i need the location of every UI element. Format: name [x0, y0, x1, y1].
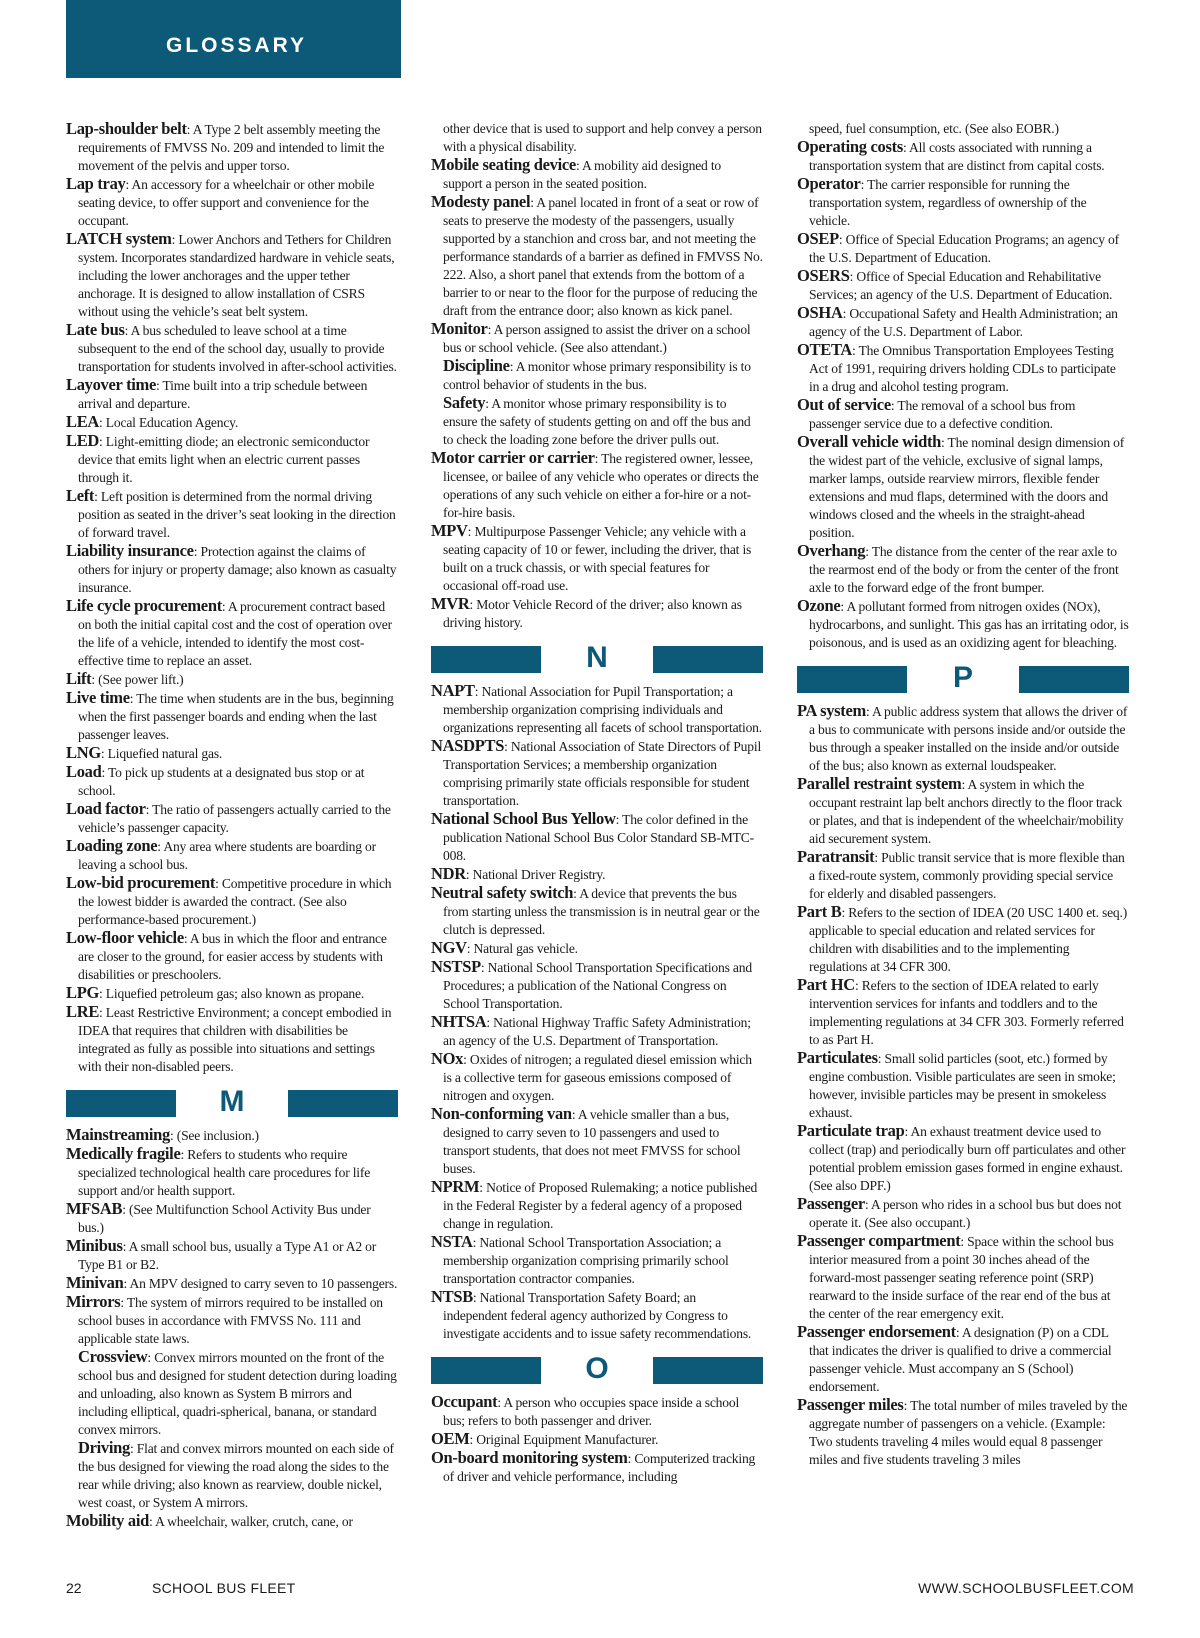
glossary-entry	[431, 595, 763, 632]
entry-term: Non-conforming van	[431, 1104, 572, 1123]
section-letter: P	[952, 661, 973, 694]
entry-definition: : A system in which the occupant restraint lap belt anchors directly to the floor track or plates, and that is independent of the wheelchair/mobility aid securement system.	[809, 777, 1124, 846]
entry-term: Parallel restraint system	[797, 774, 962, 793]
entry-term: Safety	[443, 393, 486, 412]
entry-term: OSERS	[797, 266, 850, 285]
glossary-entry	[797, 396, 1129, 433]
entry-definition: : Light-emitting diode; an electronic semiconductor device that emits light when an electric current passes through it.	[78, 434, 370, 485]
glossary-entry	[797, 138, 1129, 175]
entry-definition: : Convex mirrors mounted on the front of the school bus and designed for student detection during loading and unloading, also known as System B mirrors and including elliptical, quadri-spherical, banana, or standard convex mirrors.	[78, 1350, 397, 1437]
entry-term: Minibus	[66, 1236, 123, 1255]
entry-term: OSEP	[797, 229, 839, 248]
glossary-entry	[431, 1178, 763, 1233]
entry-term: MPV	[431, 521, 468, 540]
column-1	[66, 120, 398, 1531]
entry-definition: : A vehicle smaller than a bus, designed to carry seven to 10 passengers and used to transport students, that does not meet FMVSS for school buses.	[443, 1107, 741, 1176]
glossary-entry	[431, 1449, 763, 1486]
glossary-entry	[66, 837, 398, 874]
entry-term: NDR	[431, 864, 466, 883]
entry-definition: : (See Multifunction School Activity Bus under bus.)	[78, 1202, 371, 1235]
column-2	[431, 120, 763, 1486]
entry-definition: : A pollutant formed from nitrogen oxides (NOx), hydrocarbons, and sunlight. This gas has an irritating odor, is poisonous, and is used as an oxidizing agent for bleaching.	[809, 599, 1129, 650]
glossary-entry	[431, 320, 763, 357]
entry-definition: : Original Equipment Manufacturer.	[469, 1432, 659, 1447]
glossary-entry	[431, 1013, 763, 1050]
entry-term: Motor carrier or carrier	[431, 448, 595, 467]
entry-definition: : A monitor whose primary responsibility is to ensure the safety of students getting on and off the bus and to check the loading zone before the driver pulls out.	[443, 396, 751, 447]
entry-definition: : A wheelchair, walker, crutch, cane, or	[149, 1514, 353, 1529]
entry-definition: : A bus scheduled to leave school at a time subsequent to the end of the school day, usually to provide transportation for students involved in after-school activities.	[78, 323, 397, 374]
glossary-entry	[66, 597, 398, 670]
entry-definition: : Liquefied natural gas.	[100, 746, 223, 761]
entry-definition: : A public address system that allows the driver of a bus to communicate with persons inside and/or outside the bus through a speaker installed on the inside and/or outside of the bus; also known as external loudspeaker.	[809, 704, 1128, 773]
entry-definition: : A designation (P) on a CDL that indicates the driver is qualified to drive a commercial passenger vehicle. Must accompany an S (School) endorsement.	[809, 1325, 1112, 1394]
entry-term: Mainstreaming	[66, 1125, 170, 1144]
entry-term: Minivan	[66, 1273, 124, 1292]
glossary-entry	[66, 1126, 398, 1145]
entry-definition: : The total number of miles traveled by the aggregate number of passengers on a vehicle. (Example: Two students traveling 4 miles would equal 8 passenger miles and five students traveling 3 miles	[809, 1398, 1128, 1467]
entry-term: NPRM	[431, 1177, 480, 1196]
entry-definition: : National Association for Pupil Transportation; a membership organization comprising individuals and organizations representing all facets of school transportation.	[443, 684, 762, 735]
entry-term: Life cycle procurement	[66, 596, 222, 615]
entry-term: Occupant	[431, 1392, 498, 1411]
glossary-entry	[431, 865, 763, 884]
page-title: GLOSSARY	[166, 34, 308, 57]
entry-definition: : The system of mirrors required to be installed on school buses in accordance with FMVSS No. 111 and applicable state laws.	[78, 1295, 383, 1346]
entry-term: Passenger miles	[797, 1395, 904, 1414]
entry-definition: : Office of Special Education and Rehabilitative Services; an agency of the U.S. Department of Education.	[809, 269, 1113, 302]
entry-definition: : A bus in which the floor and entrance are closer to the ground, for easier access by students with disabilities or preschoolers.	[78, 931, 387, 982]
glossary-entry	[797, 702, 1129, 775]
entry-term: Passenger compartment	[797, 1231, 961, 1250]
entry-definition: : The carrier responsible for running the transportation system, regardless of ownership of the vehicle.	[809, 177, 1087, 228]
glossary-entry	[431, 1050, 763, 1105]
section-letter: O	[585, 1352, 609, 1385]
glossary-entry	[66, 376, 398, 413]
glossary-entry	[66, 1512, 398, 1531]
glossary-entry	[431, 1430, 763, 1449]
entry-definition: : Office of Special Education Programs; an agency of the U.S. Department of Education.	[809, 232, 1119, 265]
entry-term: Live time	[66, 688, 130, 707]
entry-term: Part B	[797, 902, 842, 921]
entry-definition: : A Type 2 belt assembly meeting the requirements of FMVSS No. 209 and intended to limit the movement of the pelvis and upper torso.	[78, 122, 385, 173]
entry-term: NGV	[431, 938, 467, 957]
entry-definition: : Left position is determined from the normal driving position as seated in the driver’s seat looking in the direction of forward travel.	[78, 489, 396, 540]
entry-definition: : A panel located in front of a seat or row of seats to preserve the modesty of the passengers, usually supported by a stanchion and cross bar, and not meeting the performance standards of a barrier as defined in FMVSS No. 222. Also, a short panel that extends from the bottom of a barrier to or near to the floor for the purpose of reducing the draft from the entrance door; also known as kick panel.	[443, 195, 763, 318]
entry-term: Passenger	[797, 1194, 865, 1213]
entry-definition: : Computerized tracking of driver and vehicle performance, including	[443, 1451, 756, 1484]
glossary-entry	[797, 230, 1129, 267]
entry-term: Overall vehicle width	[797, 432, 942, 451]
glossary-entry	[797, 267, 1129, 304]
glossary-entry	[431, 156, 763, 193]
glossary-entry	[66, 689, 398, 744]
entry-term: Low-bid procurement	[66, 873, 216, 892]
entry-term: Part HC	[797, 975, 855, 994]
glossary-entry	[797, 542, 1129, 597]
glossary-entry	[797, 304, 1129, 341]
glossary-entry	[797, 775, 1129, 848]
entry-definition: : A procurement contract based on both the initial capital cost and the cost of operation over the life of a vehicle, intended to identify the most cost-effective time to replace an asset.	[78, 599, 392, 668]
entry-definition: : Refers to the section of IDEA related to early intervention services for infants and toddlers and to the implementing regulations at 34 CFR 303. Formerly referred to as Part H.	[809, 978, 1124, 1047]
entry-term: Medically fragile	[66, 1144, 181, 1163]
entry-term: Operating costs	[797, 137, 903, 156]
entry-term: NHTSA	[431, 1012, 487, 1031]
entry-term: Overhang	[797, 541, 866, 560]
entry-definition: : Space within the school bus interior measured from a point 30 inches ahead of the forward-most passenger seating reference point (SRP) rearward to the inside surface of the rear end of the bus at the center of the rear emergency exit.	[809, 1234, 1114, 1321]
glossary-entry	[66, 1237, 398, 1274]
glossary-entry	[66, 1274, 398, 1293]
entry-definition: : The Omnibus Transportation Employees Testing Act of 1991, requiring drivers holding CDLs to participate in a drug and alcohol testing program.	[809, 343, 1116, 394]
entry-term: OTETA	[797, 340, 853, 359]
glossary-entry	[797, 1195, 1129, 1232]
glossary-entry	[797, 597, 1129, 652]
glossary-entry	[431, 682, 763, 737]
page-number: 22	[66, 1580, 82, 1596]
entry-term: Layover time	[66, 375, 157, 394]
entries-p	[797, 702, 1129, 1469]
glossary-entry	[66, 1145, 398, 1200]
entry-term: Loading zone	[66, 836, 158, 855]
entry-definition: : A mobility aid designed to support a person in the seated position.	[443, 158, 721, 191]
entry-definition: : All costs associated with running a transportation system that are distinct from capital costs.	[809, 140, 1105, 173]
glossary-entry	[66, 487, 398, 542]
entry-definition: : (See inclusion.)	[169, 1128, 259, 1143]
entry-definition: : The color defined in the publication National School Bus Color Standard SB-MTC-008.	[443, 812, 754, 863]
column-3	[797, 120, 1129, 1469]
entry-term: LEA	[66, 412, 100, 431]
entry-definition: : National Driver Registry.	[465, 867, 606, 882]
glossary-entry	[797, 1049, 1129, 1122]
entry-definition: : The nominal design dimension of the widest part of the vehicle, exclusive of signal lamps, marker lamps, outside rearview mirrors, flexible fender extensions and mud flaps, determined with the doors and windows closed and the wheels in the straight-ahead position.	[809, 435, 1125, 540]
letter-divider-m	[66, 1085, 398, 1118]
glossary-entry	[797, 976, 1129, 1049]
glossary-entry	[431, 1393, 763, 1430]
letter-divider-n	[431, 641, 763, 674]
entry-definition: : (See power lift.)	[91, 672, 184, 687]
glossary-entry	[66, 744, 398, 763]
entry-term: Mobility aid	[66, 1511, 150, 1530]
publication-url[interactable]: WWW.SCHOOLBUSFLEET.COM	[918, 1580, 1134, 1596]
entry-term: Load	[66, 762, 102, 781]
entry-definition: : Notice of Proposed Rulemaking; a notice published in the Federal Register by a federal agency of a proposed change in regulation.	[443, 1180, 758, 1231]
glossary-entry	[66, 763, 398, 800]
glossary-entry-continued	[797, 120, 1129, 138]
entry-definition: : Refers to the section of IDEA (20 USC 1400 et. seq.) applicable to special education and related services for children with disabilities and to the implementing regulations at 34 CFR 300.	[809, 905, 1128, 974]
glossary-entry	[797, 1232, 1129, 1323]
entry-term: NOx	[431, 1049, 464, 1068]
entries-o	[431, 1393, 763, 1486]
entry-definition: : Protection against the claims of others for injury or property damage; also known as casualty insurance.	[78, 544, 397, 595]
entry-term: Low-floor vehicle	[66, 928, 184, 947]
entry-term: Mobile seating device	[431, 155, 576, 174]
glossary-entry	[797, 433, 1129, 542]
glossary-entry	[66, 321, 398, 376]
glossary-entry	[66, 542, 398, 597]
entry-definition: : A person who rides in a school bus but does not operate it. (See also occupant.)	[809, 1197, 1122, 1230]
entry-definition: speed, fuel consumption, etc. (See also EOBR.)	[809, 121, 1059, 136]
entry-definition: : Public transit service that is more flexible than a fixed-route system, commonly providing special service for elderly and disabled passengers.	[809, 850, 1125, 901]
entry-term: NSTA	[431, 1232, 473, 1251]
glossary-entry	[797, 341, 1129, 396]
entry-term: Operator	[797, 174, 861, 193]
glossary-entry	[66, 1200, 398, 1237]
entry-definition: : Time built into a trip schedule between arrival and departure.	[78, 378, 368, 411]
entry-definition: : A person assigned to assist the driver on a school bus or school vehicle. (See also attendant.)	[443, 322, 751, 355]
entry-term: MVR	[431, 594, 470, 613]
entry-term: Discipline	[443, 356, 510, 375]
entry-definition: other device that is used to support and help convey a person with a physical disability.	[443, 121, 762, 154]
entry-term: OSHA	[797, 303, 843, 322]
entry-term: LED	[66, 431, 100, 450]
entry-definition: : Small solid particles (soot, etc.) formed by engine combustion. Visible particulates are seen in smoke; however, invisible particles may be present in smokeless exhaust.	[809, 1051, 1116, 1120]
entries-m-cont	[431, 120, 763, 632]
entries-o-cont	[797, 120, 1129, 652]
glossary-entry	[431, 522, 763, 595]
entries-l	[66, 120, 398, 1076]
publication-name: SCHOOL BUS FLEET	[152, 1580, 296, 1596]
entry-term: MFSAB	[66, 1199, 123, 1218]
glossary-entry	[66, 230, 398, 321]
entry-definition: : Multipurpose Passenger Vehicle; any vehicle with a seating capacity of 10 or fewer, including the driver, that is built on a truck chassis, or with special features for occasional off-road use.	[443, 524, 752, 593]
entry-definition: : National Transportation Safety Board; an independent federal agency authorized by Congress to investigate accidents and to issue safety recommendations.	[443, 1290, 752, 1341]
glossary-entry	[431, 193, 763, 320]
entry-definition: : Competitive procedure in which the lowest bidder is awarded the contract. (See also performance-based procurement.)	[78, 876, 392, 927]
entry-term: NTSB	[431, 1287, 473, 1306]
glossary-entry	[431, 449, 763, 522]
glossary-subentry	[431, 394, 763, 449]
entry-definition: : Local Education Agency.	[99, 415, 239, 430]
entry-definition: : National School Transportation Specifications and Procedures; a publication of the National Congress on School Transportation.	[443, 960, 752, 1011]
glossary-entry	[431, 1105, 763, 1178]
entries-m	[66, 1126, 398, 1531]
entry-term: Paratransit	[797, 847, 875, 866]
glossary-header-tab	[66, 0, 401, 78]
entry-definition: : Flat and convex mirrors mounted on each side of the bus designed for viewing the road along the sides to the rear while driving; also known as rearview, double nickel, west coast, or System A mirrors.	[78, 1441, 394, 1510]
section-letter: N	[586, 641, 608, 674]
entry-definition: : Least Restrictive Environment; a concept embodied in IDEA that requires that children with disabilities be integrated as fully as possible into situations and settings with their non-disabled peers.	[78, 1005, 392, 1074]
glossary-subentry	[431, 357, 763, 394]
entry-definition: : The time when students are in the bus, beginning when the first passenger boards and ending when the last passenger leaves.	[78, 691, 394, 742]
glossary-entry	[797, 1323, 1129, 1396]
entry-definition: : A monitor whose primary responsibility is to control behavior of students in the bus.	[443, 359, 751, 392]
entry-term: Out of service	[797, 395, 891, 414]
entries-n	[431, 682, 763, 1343]
glossary-subentry	[66, 1439, 398, 1512]
entry-definition: : Any area where students are boarding or leaving a school bus.	[78, 839, 376, 872]
entry-term: Driving	[78, 1438, 130, 1457]
section-letter: M	[219, 1085, 245, 1118]
glossary-entry	[66, 120, 398, 175]
letter-divider-o	[431, 1352, 763, 1385]
glossary-entry	[66, 1003, 398, 1076]
entry-term: Neutral safety switch	[431, 883, 574, 902]
entry-term: Lift	[66, 669, 92, 688]
entry-definition: : National Highway Traffic Safety Administration; an agency of the U.S. Department of Transportation.	[443, 1015, 751, 1048]
entry-definition: : An accessory for a wheelchair or other mobile seating device, to offer support and convenience for the occupant.	[78, 177, 375, 228]
glossary-entry	[431, 939, 763, 958]
entry-definition: : A small school bus, usually a Type A1 or A2 or Type B1 or B2.	[78, 1239, 377, 1272]
entry-definition: : An exhaust treatment device used to collect (trap) and periodically burn off particulates and other potential problem emission gases formed in engine exhaust. (See also DPF.)	[809, 1124, 1126, 1193]
entry-term: Passenger endorsement	[797, 1322, 956, 1341]
entry-definition: : National Association of State Directors of Pupil Transportation Services; a membership organization comprising primarily state officials responsible for student transportation.	[443, 739, 762, 808]
glossary-entry	[66, 432, 398, 487]
entry-term: Late bus	[66, 320, 125, 339]
letter-divider-p	[797, 661, 1129, 694]
glossary-entry-continued	[431, 120, 763, 156]
entry-term: Mirrors	[66, 1292, 121, 1311]
glossary-entry	[797, 848, 1129, 903]
entry-definition: : Oxides of nitrogen; a regulated diesel emission which is a collective term for gaseous emissions composed of nitrogen and oxygen.	[443, 1052, 752, 1103]
entry-term: Liability insurance	[66, 541, 194, 560]
entry-definition: : Occupational Safety and Health Administration; an agency of the U.S. Department of Labor.	[809, 306, 1118, 339]
entry-definition: : An MPV designed to carry seven to 10 passengers.	[123, 1276, 398, 1291]
entry-term: Left	[66, 486, 95, 505]
glossary-entry	[797, 1122, 1129, 1195]
entry-definition: : A person who occupies space inside a school bus; refers to both passenger and driver.	[443, 1395, 740, 1428]
entry-term: Lap tray	[66, 174, 126, 193]
entry-term: LATCH system	[66, 229, 172, 248]
entry-term: Modesty panel	[431, 192, 531, 211]
entry-term: Crossview	[78, 1347, 148, 1366]
entry-term: Particulates	[797, 1048, 878, 1067]
glossary-entry	[66, 984, 398, 1003]
entry-term: Particulate trap	[797, 1121, 905, 1140]
entry-definition: : The ratio of passengers actually carried to the vehicle’s passenger capacity.	[78, 802, 391, 835]
entry-term: LRE	[66, 1002, 100, 1021]
entry-definition: : The distance from the center of the rear axle to the rearmost end of the body or from the center of the front axle to the forward edge of the front bumper.	[809, 544, 1119, 595]
glossary-entry	[431, 884, 763, 939]
entry-term: Ozone	[797, 596, 841, 615]
glossary-entry	[797, 1396, 1129, 1469]
glossary-entry	[431, 737, 763, 810]
entry-definition: : Natural gas vehicle.	[466, 941, 578, 956]
entry-term: NAPT	[431, 681, 475, 700]
entry-definition: : Liquefied petroleum gas; also known as propane.	[99, 986, 365, 1001]
entry-definition: : To pick up students at a designated bus stop or at school.	[78, 765, 365, 798]
entry-term: LNG	[66, 743, 101, 762]
glossary-entry	[66, 1293, 398, 1348]
entry-definition: : A device that prevents the bus from starting unless the transmission is in neutral gear or the clutch is depressed.	[443, 886, 760, 937]
entry-term: Lap-shoulder belt	[66, 119, 187, 138]
entry-term: National School Bus Yellow	[431, 809, 616, 828]
entry-term: Load factor	[66, 799, 146, 818]
entry-term: PA system	[797, 701, 866, 720]
entry-definition: : The removal of a school bus from passenger service due to a defective condition.	[809, 398, 1076, 431]
entry-term: LPG	[66, 983, 100, 1002]
entry-term: OEM	[431, 1429, 470, 1448]
entry-definition: : The registered owner, lessee, licensee, or bailee of any vehicle who operates or directs the operations of any such vehicle on either a for-hire or a not-for-hire basis.	[443, 451, 759, 520]
entry-definition: : Motor Vehicle Record of the driver; also known as driving history.	[443, 597, 742, 630]
glossary-entry	[66, 929, 398, 984]
entry-term: NASDPTS	[431, 736, 505, 755]
glossary-entry	[431, 1288, 763, 1343]
entry-term: On-board monitoring system	[431, 1448, 628, 1467]
glossary-entry	[797, 903, 1129, 976]
glossary-entry	[66, 670, 398, 689]
glossary-entry	[431, 958, 763, 1013]
entry-definition: : National School Transportation Association; a membership organization comprising primarily school transportation contractor companies.	[443, 1235, 729, 1286]
glossary-entry	[66, 800, 398, 837]
glossary-entry	[431, 810, 763, 865]
entry-term: Monitor	[431, 319, 488, 338]
glossary-entry	[66, 874, 398, 929]
glossary-entry	[797, 175, 1129, 230]
glossary-entry	[431, 1233, 763, 1288]
entry-definition: : Refers to students who require specialized technological health care procedures for life support and/or health support.	[78, 1147, 371, 1198]
entry-term: NSTSP	[431, 957, 481, 976]
glossary-entry	[66, 413, 398, 432]
entry-definition: : Lower Anchors and Tethers for Children system. Incorporates standardized hardware in vehicle seats, including the lower anchorages and the upper tether anchorage. It is designed to allow installation of CSRS without using the vehicle’s seat belt system.	[78, 232, 395, 319]
glossary-entry	[66, 175, 398, 230]
glossary-subentry	[66, 1348, 398, 1439]
